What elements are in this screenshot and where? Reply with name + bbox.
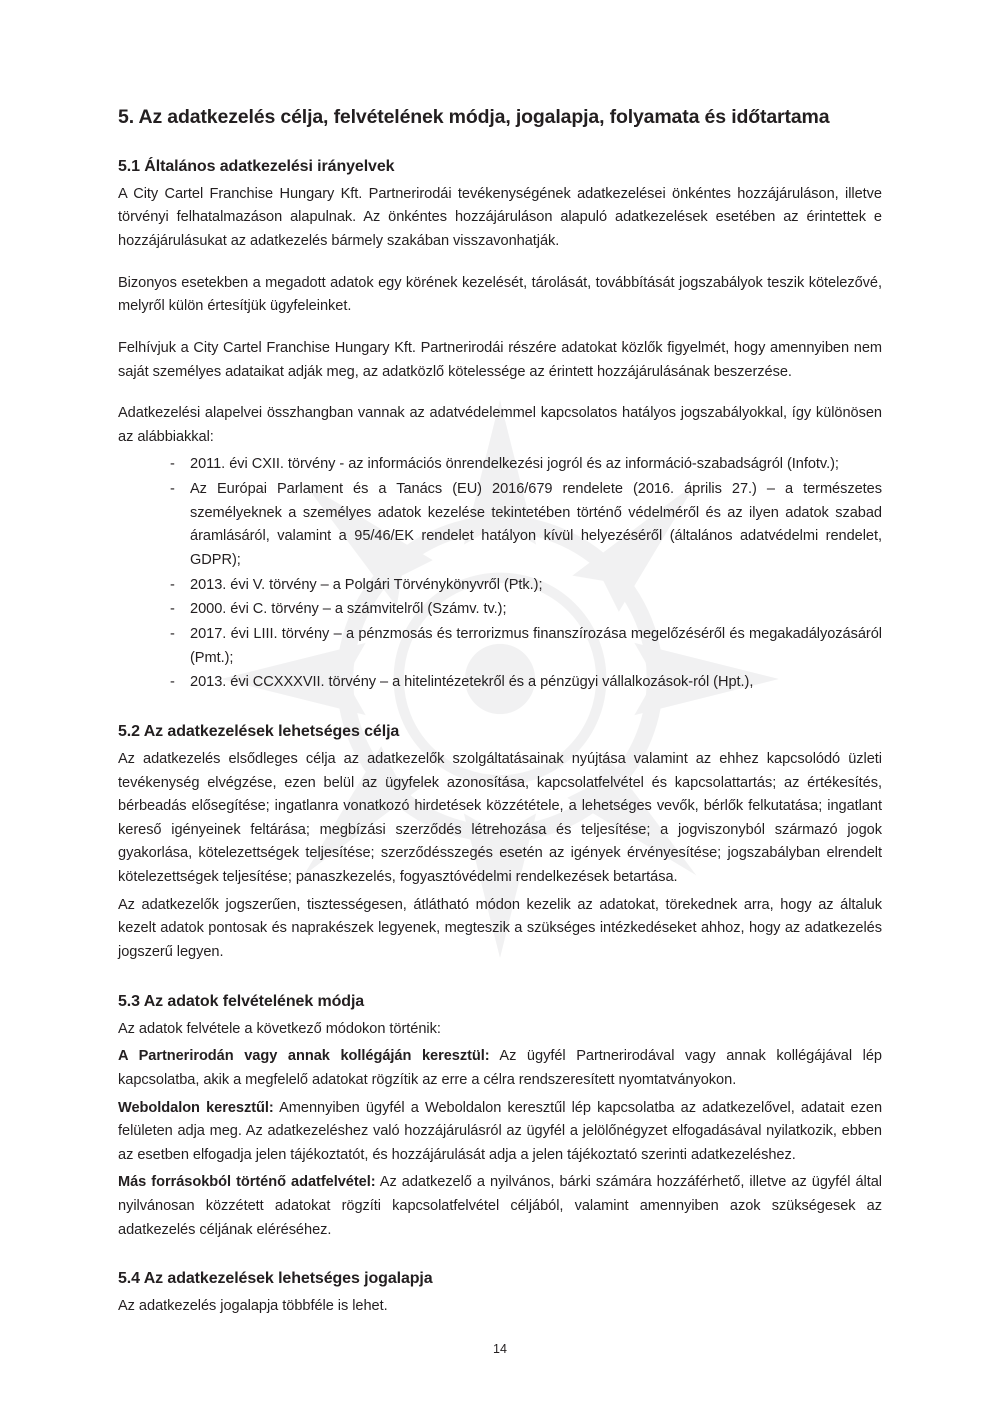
list-item: - 2013. évi CCXXXVII. törvény – a hitelintézetekről és a pénzügyi vállalkozások-ról (Hpt.), bbox=[118, 671, 882, 695]
paragraph: Az adatkezelők jogszerűen, tisztességesen, átlátható módon kezelik az adatokat, törekednek arra, hogy az általuk kezelt adatok pontosak és naprakészek legyenek, megteszik a szükséges intézkedéseket ahhoz, hogy az adatkezelés jogszerű legyen. bbox=[118, 896, 882, 960]
list-item: - 2000. évi C. törvény – a számvitelről (Számv. tv.); bbox=[118, 598, 882, 622]
data-capture-item-text: Az adatkezelő a nyilvános, bárki számára hozzáférhető, illetve az ügyfél által nyilvánosan közzétett adatokat rögzíti kapcsolatfelvétel céljából, valamint amennyiben azok szükségesek az adatkezelés céljának eléréséhez. bbox=[118, 1174, 882, 1238]
list-item: - Az Európai Parlament és a Tanács (EU) 2016/679 rendelete (2016. április 27.) – a természetes személyeknek a személyes adatok kezelése tekintetében történő védelméről és az ilyen adatok szabad áramlásáról, valamint a 95/46/EK rendelet hatályon kívül helyezéséről (általános adatvédelmi rendelet, GDPR); bbox=[118, 478, 882, 573]
section-heading-5-1: 5.1 Általános adatkezelési irányelvek bbox=[118, 157, 395, 175]
data-capture-item-text: Az ügyfél Partnerirodával vagy annak kollégájával lép kapcsolatba, akik a megfelelő adatokat rögzítik az erre a célra rendszeresített nyomtatványokon. bbox=[118, 1048, 883, 1088]
page-number: 14 bbox=[493, 1342, 507, 1356]
data-capture-item bbox=[118, 1171, 882, 1242]
paragraph: Bizonyos esetekben a megadott adatok egy körének kezelését, tárolását, továbbítását jogszabályok teszik kötelezővé, melyről külön értesítjük ügyfeleinket. bbox=[118, 274, 882, 315]
page-title: 5. Az adatkezelés célja, felvételének módja, jogalapja, folyamata és időtartama bbox=[118, 106, 830, 128]
paragraph: Az adatkezelés jogalapja többféle is lehet. bbox=[118, 1298, 388, 1315]
section-heading-5-2: 5.2 Az adatkezelések lehetséges célja bbox=[118, 722, 400, 740]
paragraph: Adatkezelési alapelvei összhangban vannak az adatvédelemmel kapcsolatos hatályos jogszabályokkal, így különösen az alábbiakkal: bbox=[118, 405, 882, 445]
paragraph: A City Cartel Franchise Hungary Kft. Partnerirodái tevékenységének adatkezelései önkéntes hozzájáruláson, illetve törvényi felhatalmazáson alapulnak. Az önkéntes hozzájáruláson alapuló adatkezelések esetében az érintettek e hozzájárulásukat az adatkezelés bármely szakában visszavonhatják. bbox=[118, 185, 882, 249]
paragraph: Az adatkezelés elsődleges célja az adatkezelők szolgáltatásainak nyújtása valamint az ehhez kapcsolódó üzleti tevékenység elvégzése, ezen belül az ügyfelek azonosítása, kapcsolatfelvétel és kapcsolattartás; az értékesítés, bérbeadás elősegítése; ingatlanra vonatkozó hirdetések közzététele, a lehetséges vevők, bérlők felkutatása; ingatlant kereső igényeinek feltárása; megbízási szerződés létrehozása és teljesítése; a jogviszonyból származó jogok gyakorlása, kötelezettségek teljesítése; szerződésszegés esetén az igények érvényesítése; jogszabályban elrendelt kötelezettségek teljesítése; panaszkezelés, fogyasztóvédelmi rendelkezések betartása. bbox=[118, 750, 882, 886]
data-capture-item bbox=[118, 1097, 882, 1168]
data-capture-item-lead: A Partnerirodán vagy annak kollégáján keresztül: bbox=[118, 1048, 490, 1065]
section-heading-5-3: 5.3 Az adatok felvételének módja bbox=[118, 992, 365, 1010]
legal-references-list bbox=[118, 453, 882, 694]
list-item: - 2017. évi LIII. törvény – a pénzmosás és terrorizmus finanszírozása megelőzéséről és megakadályozásáról (Pmt.); bbox=[118, 623, 882, 670]
list-item: - 2011. évi CXII. törvény - az információs önrendelkezési jogról és az információ-szabadságról (Infotv.); bbox=[118, 453, 882, 477]
list-item: - 2013. évi V. törvény – a Polgári Törvénykönyvről (Ptk.); bbox=[118, 574, 882, 598]
data-capture-item-text: Amennyiben ügyfél a Weboldalon keresztűl lép kapcsolatba az adatkezelővel, adatait ezen felületen adja meg. Az adatkezeléshez való hozzájárulásról az ügyfél a jelölőnégyzet elfogadásával nyilatkozik, ebben az esetben elfogadja jelen tájékoztatót, és hozzájárulását adja a jelen tájékoztató szerinti adatkezeléshez. bbox=[118, 1099, 883, 1163]
paragraph: Az adatok felvétele a következő módokon történik: bbox=[118, 1020, 441, 1037]
section-heading-5-4: 5.4 Az adatkezelések lehetséges jogalapja bbox=[118, 1270, 433, 1288]
data-capture-item bbox=[118, 1045, 882, 1092]
paragraph: Felhívjuk a City Cartel Franchise Hungary Kft. Partnerirodái részére adatokat közlők figyelmét, hogy amennyiben nem saját személyes adataikat adják meg, az adatközlő kötelessége az érintett hozzájárulásának beszerzése. bbox=[118, 339, 882, 380]
data-capture-item-lead: Weboldalon keresztűl: bbox=[118, 1099, 274, 1116]
data-capture-item-lead: Más forrásokból történő adatfelvétel: bbox=[118, 1174, 376, 1191]
